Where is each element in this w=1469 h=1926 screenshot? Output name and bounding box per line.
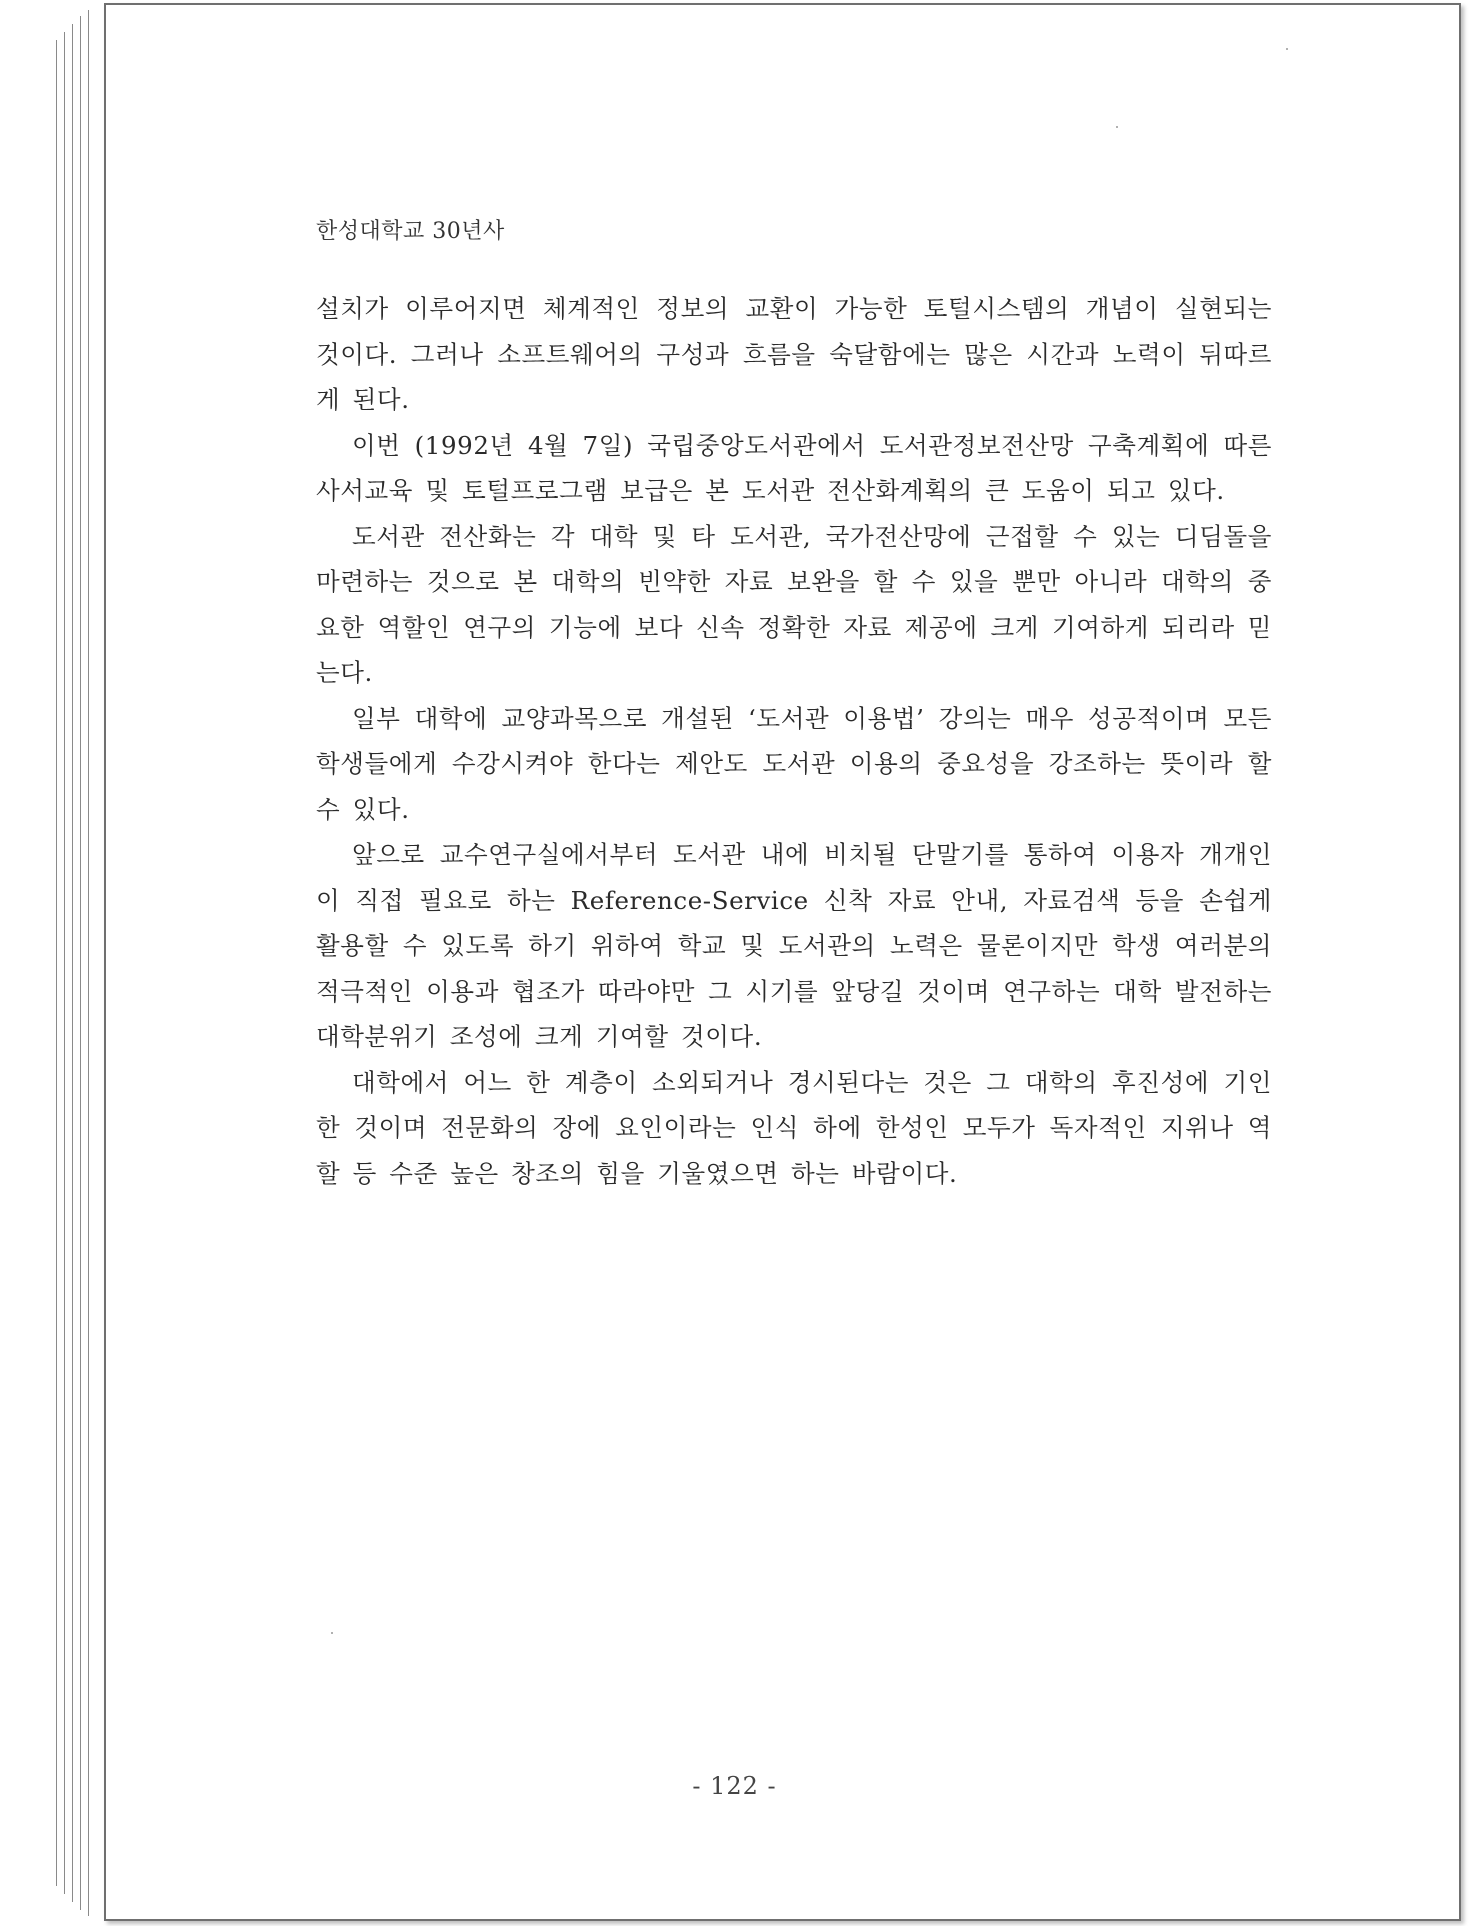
body-text bbox=[316, 286, 1272, 1196]
page-number: - 122 - bbox=[692, 1772, 777, 1800]
paragraph: 일부 대학에 교양과목으로 개설된 ‘도서관 이용법’ 강의는 매우 성공적이며 모든 학생들에게 수강시켜야 한다는 제안도 도서관 이용의 중요성을 강조하는 뜻이라 할 수 있다. bbox=[316, 703, 1272, 824]
paragraph: 대학에서 어느 한 계층이 소외되거나 경시된다는 것은 그 대학의 후진성에 기인한 것이며 전문화의 장에 요인이라는 인식 하에 한성인 모두가 독자적인 지위나 역할 등 수준 높은 창조의 힘을 기울였으면 하는 바람이다. bbox=[316, 1067, 1272, 1188]
page-edge bbox=[64, 32, 65, 1894]
paragraph: 앞으로 교수연구실에서부터 도서관 내에 비치될 단말기를 통하여 이용자 개개인이 직접 필요로 하는 Reference-Service 신착 자료 안내, 자료검색 등을 손쉽게 활용할 수 있도록 하기 위하여 학교 및 도서관의 노력은 물론이지만 학생 여러분의 적극적인 이용과 협조가 따라야만 그 시기를 앞당길 것이며 연구하는 대학 발전하는 대학분위기 조성에 크게 기여할 것이다. bbox=[316, 840, 1272, 1051]
paragraph: 설치가 이루어지면 체계적인 정보의 교환이 가능한 토털시스템의 개념이 실현되는 것이다. 그러나 소프트웨어의 구성과 흐름을 숙달함에는 많은 시간과 노력이 뒤따르게 된다. bbox=[316, 294, 1272, 414]
scan-speck bbox=[331, 1632, 333, 1634]
page-edge bbox=[72, 24, 73, 1902]
scan-speck bbox=[1116, 126, 1118, 128]
running-header: 한성대학교 30년사 bbox=[316, 219, 505, 244]
page-edge bbox=[80, 16, 81, 1910]
page-edge bbox=[56, 40, 57, 1886]
paragraph: 도서관 전산화는 각 대학 및 타 도서관, 국가전산망에 근접할 수 있는 디딤돌을 마련하는 것으로 본 대학의 빈약한 자료 보완을 할 수 있을 뿐만 아니라 대학의 중요한 역할인 연구의 기능에 보다 신속 정확한 자료 제공에 크게 기여하게 되리라 믿는다. bbox=[316, 521, 1272, 687]
paragraph: 이번 (1992년 4월 7일) 국립중앙도서관에서 도서관정보전산망 구축계획에 따른 사서교육 및 토털프로그램 보급은 본 도서관 전산화계획의 큰 도움이 되고 있다. bbox=[316, 430, 1272, 505]
scan-speck bbox=[1286, 48, 1288, 50]
page-edge bbox=[88, 10, 89, 1916]
